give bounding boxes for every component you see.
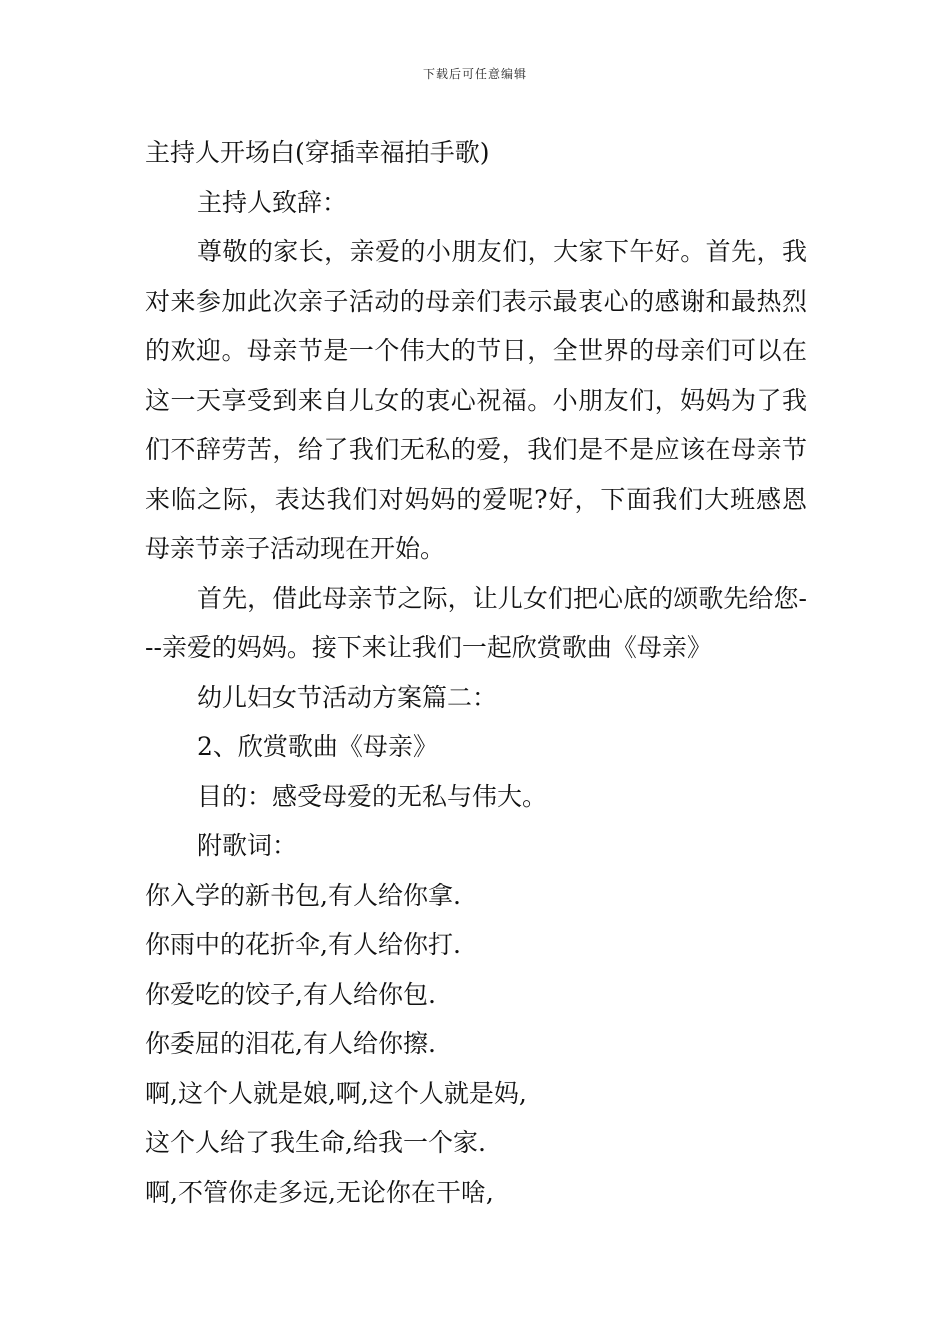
lyric-line: 这个人给了我生命,给我一个家. <box>145 1128 486 1157</box>
purpose-line: 目的：感受母爱的无私与伟大。 <box>197 781 548 811</box>
document-title: 主持人开场白(穿插幸福拍手歌) <box>145 138 490 167</box>
lyric-line: 啊,这个人就是娘,啊,这个人就是妈, <box>145 1078 527 1108</box>
lyrics-label: 附歌词： <box>197 831 298 860</box>
page-header: 下载后可任意编辑 <box>422 67 527 81</box>
host-label: 主持人致辞： <box>197 187 348 217</box>
section-title: 幼儿妇女节活动方案篇二： <box>197 682 498 712</box>
paragraph-song-intro: 首先，借此母亲节之际，让儿女们把心底的颂歌先给您---亲爱的妈妈。接下来让我们一起欣赏歌曲《母亲》 <box>145 583 807 662</box>
paragraph-opening: 尊敬的家长，亲爱的小朋友们，大家下午好。首先，我对来参加此次亲子活动的母亲们表示最衷心的感谢和最热烈的欢迎。母亲节是一个伟大的节日，全世界的母亲们可以在这一天享受到来自儿女的衷心祝福。小朋友们，妈妈为了我们不辞劳苦，给了我们无私的爱，我们是不是应该在母亲节来临之际，表达我们对妈妈的爱呢?好，下面我们大班感恩母亲节亲子活动现在开始。 <box>145 237 807 563</box>
lyric-line: 啊,不管你走多远,无论你在干啥, <box>145 1177 494 1207</box>
lyric-line: 你委屈的泪花,有人给你擦. <box>145 1029 436 1058</box>
item-2: 2、欣赏歌曲《母亲》 <box>197 732 438 761</box>
document-body <box>145 128 807 1217</box>
lyric-line: 你入学的新书包,有人给你拿. <box>145 880 461 910</box>
lyric-line: 你雨中的花折伞,有人给你打. <box>145 930 461 959</box>
lyric-line: 你爱吃的饺子,有人给你包. <box>145 979 436 1009</box>
